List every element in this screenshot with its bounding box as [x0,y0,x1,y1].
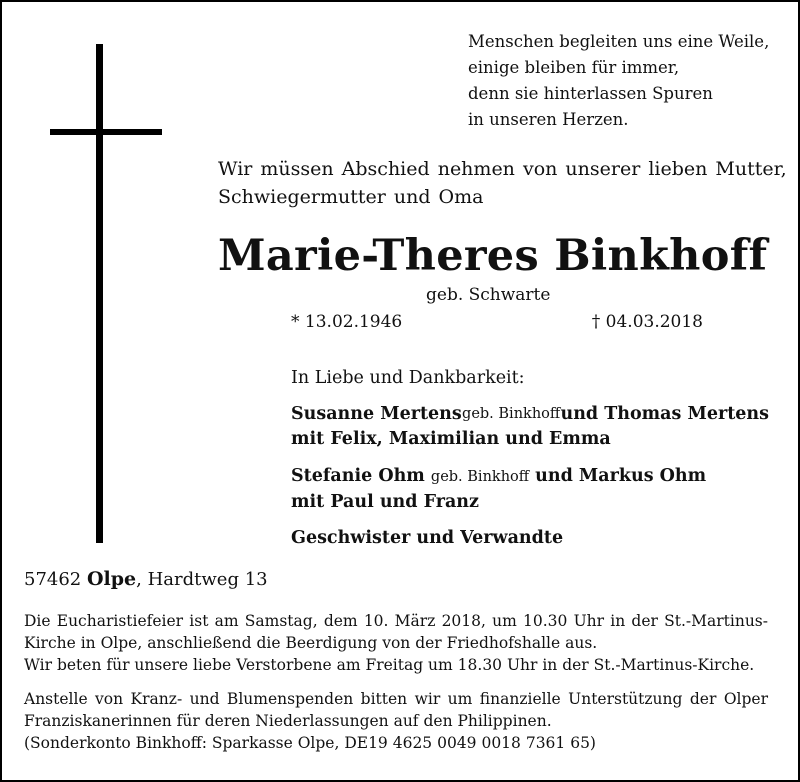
life-dates [291,312,703,332]
intro-line: Schwiegermutter und Oma [218,186,484,208]
donation-line: Franziskanerinnen für deren Niederlassungen auf den Philippinen. [24,712,552,730]
service-line: Wir beten für unsere liebe Verstorbene am Freitag um 18.30 Uhr in der St.-Martinus-Kirche. [24,656,755,674]
donation-line: Anstelle von Kranz- und Blumenspenden bitten wir um finanzielle Unterstützung der Olper [24,690,768,708]
intro-line: Wir müssen Abschied nehmen von unserer lieben Mutter, [218,158,787,180]
mourner-line [291,464,769,490]
thanks-line: In Liebe und Dankbarkeit: [291,368,525,388]
mourner-partner: und Thomas Mertens [560,404,769,424]
mourner-born-name: geb. Binkhoff [462,406,561,422]
mourners-list [291,402,769,527]
address-city: Olpe [87,568,137,590]
farewell-intro [218,155,787,211]
mourner-children: mit Felix, Maximilian und Emma [291,429,611,449]
poem-line: in unseren Herzen. [468,110,629,129]
donation-line: (Sonderkonto Binkhoff: Sparkasse Olpe, DE19 4625 0049 0018 7361 65) [24,734,596,752]
mourner-born-name: geb. Binkhoff [430,469,530,485]
mourner-name: Susanne Mertens [291,404,462,424]
death-date: † 04.03.2018 [591,312,703,332]
cross-icon [96,44,103,543]
deceased-born-name: geb. Schwarte [426,285,551,305]
deceased-name: Marie-Theres Binkhoff [218,231,768,281]
poem-line: einige bleiben für immer, [468,58,680,77]
memorial-poem [468,29,769,133]
service-info [24,610,768,676]
mourner-partner: und Markus Ohm [535,466,707,486]
mourner-children: mit Paul und Franz [291,492,479,512]
mourner-name: Stefanie Ohm [291,466,425,486]
birth-date: * 13.02.1946 [291,312,403,332]
mourner-family [291,464,769,515]
poem-line: denn sie hinterlassen Spuren [468,84,713,103]
cross-icon-crossbar [50,129,162,135]
mourner-line [291,402,769,427]
address-postcode: 57462 [24,569,82,590]
mourner-family [291,402,769,452]
family-address [24,568,268,590]
service-line: Die Eucharistiefeier ist am Samstag, dem 10. März 2018, um 10.30 Uhr in der St.-Martinus- [24,612,768,630]
donation-info [24,688,768,754]
address-street: , Hardtweg 13 [136,569,268,590]
poem-line: Menschen begleiten uns eine Weile, [468,32,770,51]
service-line: Kirche in Olpe, anschließend die Beerdigung von der Friedhofshalle aus. [24,634,598,652]
relatives-line: Geschwister und Verwandte [291,528,564,548]
